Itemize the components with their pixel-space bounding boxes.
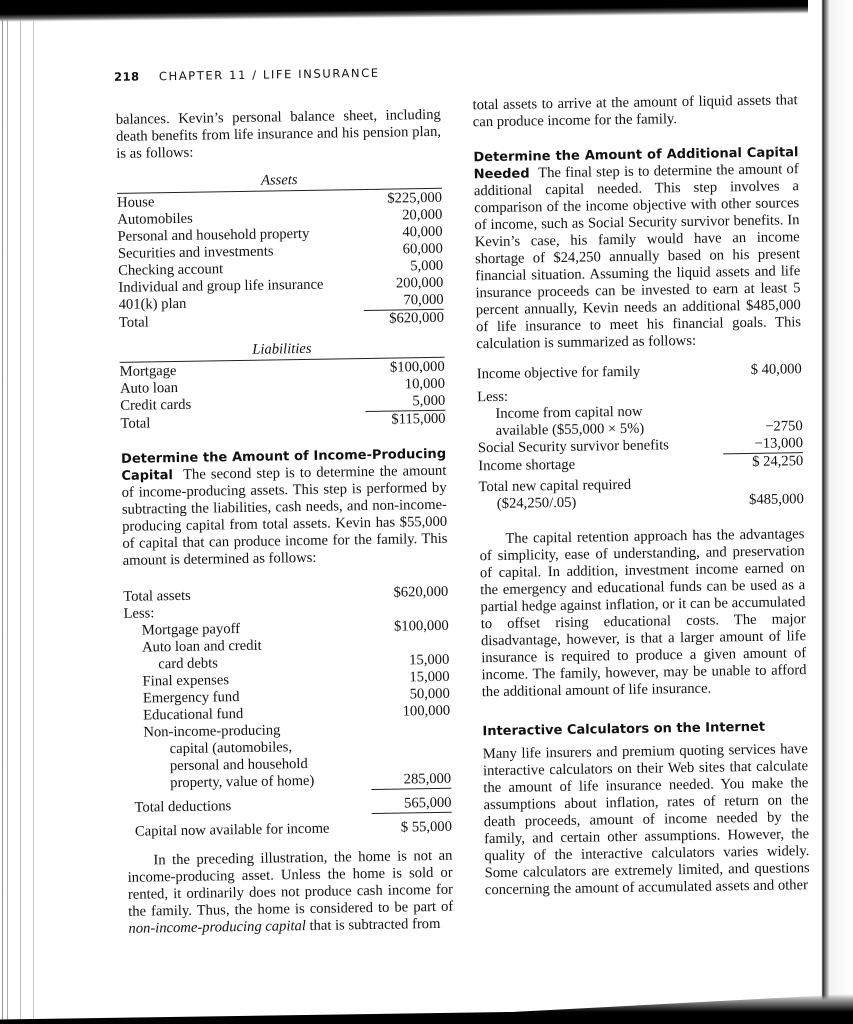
liability-label: Auto loan xyxy=(119,379,179,397)
deduction-label-cont: property, value of home) xyxy=(170,772,315,792)
total-new-capital-label: Total new capital required xyxy=(478,476,632,496)
deduction-value: 15,000 xyxy=(409,651,450,669)
asset-label: Automobiles xyxy=(117,210,193,228)
deduction-label: Mortgage payoff xyxy=(141,621,241,639)
asset-value: 40,000 xyxy=(402,223,443,241)
book-page xyxy=(110,59,811,937)
section-body: The second step is to determine the amount of income-producing assets. This step is performed by subtracting the liabilities, cash needs, and non-income-producing capital from total assets. Kevin has $55,000 of capital that can produce income for the family. This amount is determined as follows: xyxy=(121,462,448,569)
deduction-value: 285,000 xyxy=(371,771,451,790)
intro-paragraph: balances. Kevin’s personal balance sheet, including death benefits from life insurance and his pension plan, is as follows: xyxy=(115,106,442,162)
assets-table-heading: Assets xyxy=(117,170,442,194)
income-objective-value: $ 40,000 xyxy=(750,361,802,378)
assets-total-value: $620,000 xyxy=(389,309,445,327)
total-new-capital-label-cont: ($24,250/.05) xyxy=(496,494,577,512)
total-deductions-value: 565,000 xyxy=(371,789,451,814)
income-shortage-label: Income shortage xyxy=(478,456,576,475)
less-label: Less: xyxy=(477,388,509,406)
asset-value: 5,000 xyxy=(410,257,444,275)
total-assets-label: Total assets xyxy=(123,587,191,605)
scan-top-shadow xyxy=(0,0,853,22)
paragraph-text: In the preceding illustration, the home is not an income-producing asset. Unless the home is sold or rented, it ordinarily does not produce cash income for the family. Thus, the home is considered to be part of xyxy=(127,847,454,920)
ss-benefits-label: Social Security survivor benefits xyxy=(477,437,669,457)
asset-label: House xyxy=(116,194,155,211)
deduction-label: Auto loan and credit xyxy=(141,637,262,656)
less-label: Less: xyxy=(123,605,155,622)
section-heading: Determine the Amount of Income-Producing Capital xyxy=(120,446,447,484)
deduction-label-cont: personal and household xyxy=(169,755,308,775)
ss-benefits-value: −13,000 xyxy=(723,435,803,454)
asset-value: 70,000 xyxy=(364,292,444,311)
asset-label: Personal and household property xyxy=(117,225,310,245)
capital-available-label: Capital now available for income xyxy=(134,820,330,840)
continuation-paragraph: total assets to arrive at the amount of liquid assets that can produce income for the family. xyxy=(472,92,798,131)
liabilities-total-value: $115,000 xyxy=(391,410,446,428)
deduction-label: Non-income-producing xyxy=(143,722,281,741)
running-head xyxy=(114,59,810,88)
asset-label: Securities and investments xyxy=(117,243,274,262)
italic-term: non-income-producing capital xyxy=(128,918,306,937)
additional-capital-section xyxy=(473,144,801,353)
asset-label: Individual and group life insurance xyxy=(118,276,324,296)
liability-label: Credit cards xyxy=(120,396,192,414)
section-body: The final step is to determine the amount of additional capital needed. This step involves a comparison of the income objective with other sources of income, such as Social Security survivor benefits. In Kevin’s case, his family would have an income shortage of $24,250 annually based on his present financial situation. Assuming the liquid assets and life insurance proceeds can be invested to earn at least 5 percent annually, Kevin needs an additional $485,000 of life insurance to meet his financial goals. This calculation is summarized as follows: xyxy=(473,161,802,353)
deduction-label-cont: capital (automobiles, xyxy=(169,739,293,758)
capital-available-value: $ 55,000 xyxy=(400,818,453,836)
retention-paragraph: The capital retention approach has the advantages of simplicity, ease of understanding, and preservation of capital. In addition, investment income earned on the emergency and educational funds can be used as a partial hedge against inflation, or it can be accumulated to offset rising educational costs. The major disadvantage, however, is that a larger amount of life insurance is required to produce a given amount of income. The family, however, may be unable to afford the additional amount of life insurance. xyxy=(479,526,807,701)
chapter-title: CHAPTER 11 / LIFE INSURANCE xyxy=(158,65,380,84)
liabilities-total-label: Total xyxy=(120,415,151,432)
liability-value: $100,000 xyxy=(389,358,445,376)
assets-table xyxy=(117,190,444,332)
deduction-value: 100,000 xyxy=(402,702,451,720)
deduction-value: 50,000 xyxy=(409,685,450,703)
page-number: 218 xyxy=(113,69,140,84)
income-shortage-value: $ 24,250 xyxy=(752,453,804,470)
capital-table xyxy=(123,584,452,841)
asset-value: 200,000 xyxy=(395,274,444,292)
income-capital-section xyxy=(121,446,448,570)
total-new-capital-value: $485,000 xyxy=(748,491,804,509)
income-from-capital-label-cont: available ($55,000 × 5%) xyxy=(495,420,645,439)
income-objective-label: Income objective for family xyxy=(476,363,641,383)
calculators-heading: Interactive Calculators on the Internet xyxy=(482,719,766,740)
liabilities-table xyxy=(120,359,446,433)
deduction-label: Educational fund xyxy=(143,705,244,724)
scan-bottom-shadow xyxy=(0,994,853,1024)
liability-value: 5,000 xyxy=(365,393,445,412)
asset-label: 401(k) plan xyxy=(118,295,187,313)
deduction-label: Emergency fund xyxy=(142,689,240,707)
paragraph-text: that is subtracted from xyxy=(305,915,441,935)
asset-value: 20,000 xyxy=(402,206,443,224)
assets-total-label: Total xyxy=(118,314,149,331)
deduction-label-cont: card debts xyxy=(158,655,219,673)
total-deductions-label: Total deductions xyxy=(134,798,232,816)
home-paragraph xyxy=(127,848,453,938)
deduction-value: $100,000 xyxy=(393,617,449,635)
left-column xyxy=(116,107,454,938)
liability-value: 10,000 xyxy=(404,375,446,393)
income-from-capital-label: Income from capital now xyxy=(495,403,643,422)
liabilities-table-heading: Liabilities xyxy=(119,339,444,363)
total-assets-value: $620,000 xyxy=(393,583,449,601)
scan-right-page-edge xyxy=(808,0,853,1024)
liability-label: Mortgage xyxy=(119,362,177,380)
right-column xyxy=(472,92,810,899)
deduction-value: 15,000 xyxy=(409,668,450,686)
calculators-paragraph: Many life insurers and premium quoting services have interactive calculators on their Web sites that calculate the amount of life insurance needed. You make the assumptions about inflation, rates of return on the death proceeds, amount of income needed by the family, and certain other assumptions. However, the quality of the interactive calculators varies widely. Some calculators are extremely limited, and questions concerning the amount of accumulated assets and other xyxy=(482,741,810,899)
income-from-capital-value: −2750 xyxy=(765,418,803,435)
asset-label: Checking account xyxy=(118,261,224,279)
section-heading: Determine the Amount of Additional Capital Needed xyxy=(473,145,799,183)
scan-binding-edge xyxy=(0,20,38,1020)
asset-value: $225,000 xyxy=(387,189,443,207)
deduction-label: Final expenses xyxy=(142,672,230,690)
need-table xyxy=(477,361,804,513)
asset-value: 60,000 xyxy=(402,240,443,258)
